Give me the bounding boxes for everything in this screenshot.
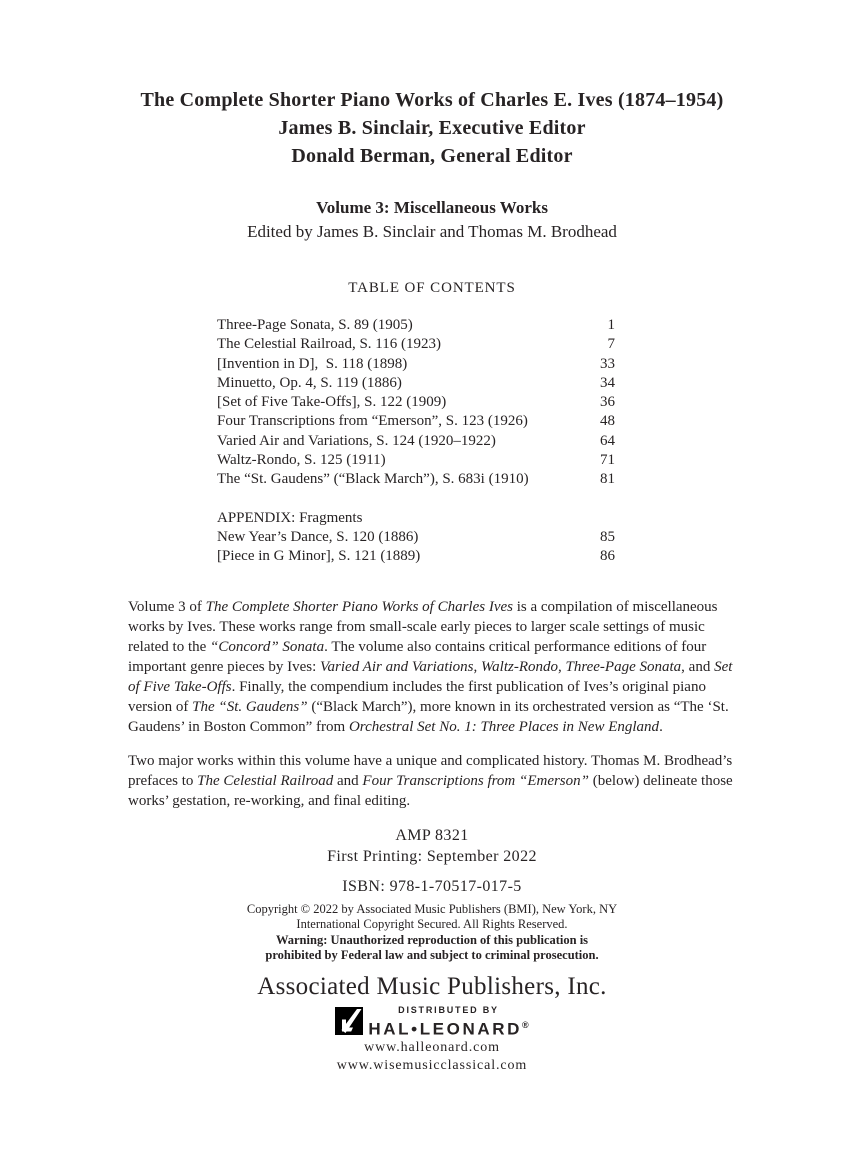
appendix-list	[217, 528, 615, 567]
toc-item-page: 48	[600, 413, 615, 430]
toc-row	[217, 432, 615, 451]
paragraph-text: (“Black March”), more known in its orchestrated version as “The ‘St. Gaudens’ in Boston Common” from	[128, 698, 729, 735]
toc-row	[217, 355, 615, 374]
toc-item-page: 81	[600, 471, 615, 488]
paragraph-text: , and	[681, 658, 715, 675]
hal-leonard-url: www.halleonard.com	[364, 1040, 500, 1056]
toc-item-title: The Celestial Railroad, S. 116 (1923)	[217, 336, 441, 353]
toc-row	[217, 412, 615, 431]
paragraph-text: . The volume also contains critical performance editions of four important genre pieces by Ives:	[128, 638, 707, 675]
toc-item-page: 71	[600, 452, 615, 469]
toc-item-page: 7	[607, 336, 615, 353]
toc-item-title: The “St. Gaudens” (“Black March”), S. 683i (1910)	[217, 471, 529, 488]
series-title-block	[0, 0, 864, 170]
series-title: The Complete Shorter Piano Works of Charles E. Ives (1874–1954)	[140, 89, 724, 111]
paragraph-text: .	[659, 718, 663, 735]
volume-editors: Edited by James B. Sinclair and Thomas M. Brodhead	[247, 222, 617, 241]
hal-leonard-name: HAL•LEONARD	[368, 1019, 522, 1039]
toc-item-page: 36	[600, 394, 615, 411]
publisher-name: Associated Music Publishers, Inc.	[257, 972, 607, 1000]
italic-work-title: Set of Five Take-Offs	[128, 658, 733, 695]
registered-trademark-symbol: ®	[521, 1019, 529, 1030]
toc-item-page: 64	[600, 432, 615, 449]
italic-work-title: The Complete Shorter Piano Works of Charles Ives	[205, 598, 513, 615]
italic-work-title: Four Transcriptions from “Emerson”	[362, 772, 589, 789]
catalog-number: AMP 8321	[395, 826, 469, 844]
paragraph-text: ,	[557, 658, 566, 675]
toc-item-page: 33	[600, 355, 615, 372]
body-paragraph	[128, 597, 746, 737]
toc-heading: TABLE OF CONTENTS	[348, 280, 516, 296]
first-printing: First Printing: September 2022	[327, 847, 537, 865]
toc-item-page: 1	[607, 317, 615, 333]
italic-work-title: “Concord” Sonata	[210, 638, 325, 655]
distributor-text	[368, 1005, 528, 1039]
paragraph-text: Two major works within this volume have a unique and complicated history. Thomas M. Brodhead’s prefaces to	[128, 752, 733, 789]
toc-item-title: [Piece in G Minor], S. 121 (1889)	[217, 548, 421, 565]
toc-row	[217, 451, 615, 470]
warning-line-2: prohibited by Federal law and subject to criminal prosecution.	[265, 948, 599, 963]
paragraph-text: Volume 3 of	[128, 598, 206, 615]
paragraph-text: . Finally, the compendium includes the first publication of Ives’s original piano version of	[128, 678, 706, 715]
appendix-heading: APPENDIX: Fragments	[217, 509, 363, 526]
toc-item-page: 85	[600, 528, 615, 545]
paragraph-text: ,	[473, 658, 482, 675]
toc-list	[217, 316, 615, 490]
italic-work-title: Three-Page Sonata	[565, 658, 682, 675]
warning-line-1: Warning: Unauthorized reproduction of this publication is	[275, 932, 589, 947]
paragraphs	[128, 597, 746, 811]
toc-item-title: Waltz-Rondo, S. 125 (1911)	[217, 452, 386, 469]
toc-item-page: 34	[600, 374, 615, 391]
toc-item-title: New Year’s Dance, S. 120 (1886)	[217, 528, 419, 545]
toc-item-title: Four Transcriptions from “Emerson”, S. 123 (1926)	[217, 413, 528, 430]
paragraph-text: (below) delineate those works’ gestation, re-working, and final editing.	[128, 772, 733, 809]
distributed-by-label: DISTRIBUTED BY	[398, 1004, 499, 1015]
toc-item-title: Three-Page Sonata, S. 89 (1905)	[217, 317, 413, 333]
copyright-line-2: International Copyright Secured. All Rights Reserved.	[296, 917, 568, 932]
distributor-block	[0, 1005, 864, 1039]
toc-block	[217, 316, 615, 567]
toc-row	[217, 547, 615, 566]
paragraph-text: is a compilation of miscellaneous works by Ives. These works range from small-scale early pieces to larger scale settings of music related to the	[128, 598, 718, 655]
executive-editor-line: James B. Sinclair, Executive Editor	[278, 117, 586, 139]
copyright-line-1: Copyright © 2022 by Associated Music Publishers (BMI), New York, NY	[246, 901, 618, 916]
volume-block	[0, 196, 864, 244]
toc-row	[217, 374, 615, 393]
toc-row	[217, 316, 615, 335]
italic-work-title: Waltz-Rondo	[481, 658, 558, 675]
toc-row	[217, 528, 615, 547]
italic-work-title: The “St. Gaudens”	[192, 698, 308, 715]
copyright-block	[0, 902, 864, 964]
hal-leonard-wordmark	[368, 1016, 528, 1039]
toc-item-title: [Set of Five Take-Offs], S. 122 (1909)	[217, 394, 447, 411]
italic-work-title: Varied Air and Variations	[320, 658, 474, 675]
publication-block	[0, 825, 864, 897]
paragraph-text: and	[333, 772, 363, 789]
toc-row	[217, 393, 615, 412]
body-paragraph	[128, 751, 746, 811]
toc-item-title: Minuetto, Op. 4, S. 119 (1886)	[217, 374, 402, 391]
toc-row	[217, 335, 615, 354]
isbn: ISBN: 978-1-70517-017-5	[342, 877, 522, 895]
publisher-urls	[0, 1039, 864, 1074]
volume-heading: Volume 3: Miscellaneous Works	[316, 198, 548, 217]
general-editor-line: Donald Berman, General Editor	[291, 145, 573, 167]
wise-music-url: www.wisemusicclassical.com	[336, 1058, 528, 1074]
hal-leonard-logo-icon	[335, 1007, 363, 1035]
toc-row	[217, 470, 615, 489]
italic-work-title: The Celestial Railroad	[197, 772, 334, 789]
toc-item-title: [Invention in D], S. 118 (1898)	[217, 355, 408, 372]
toc-item-title: Varied Air and Variations, S. 124 (1920–1922)	[217, 432, 496, 449]
toc-item-page: 86	[600, 548, 615, 565]
italic-work-title: Orchestral Set No. 1: Three Places in New England	[348, 718, 660, 735]
